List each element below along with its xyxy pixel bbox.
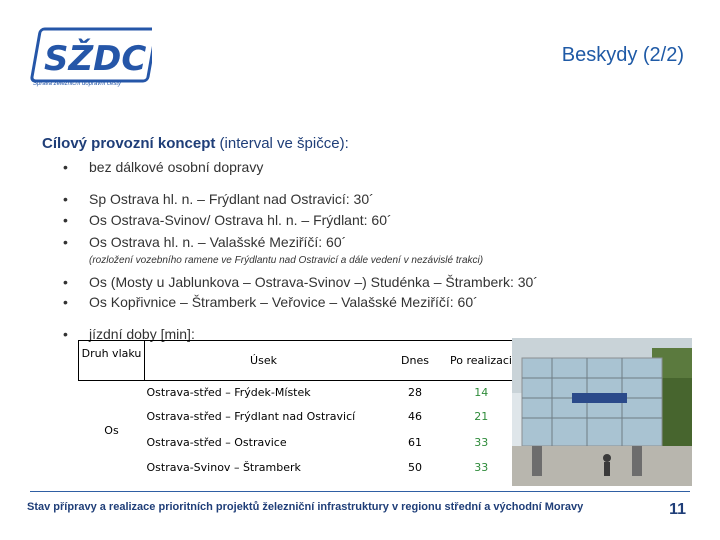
bullet-text: Os Ostrava-Svinov/ Ostrava hl. n. – Frýdlant: 60´ bbox=[89, 212, 392, 228]
bullet-text: bez dálkové osobní dopravy bbox=[89, 159, 264, 175]
bullet-icon: • bbox=[63, 274, 68, 290]
bullet-text: Os Ostrava hl. n. – Valašské Meziříčí: 60´ bbox=[89, 234, 347, 250]
section-cell: Ostrava-Svinov – Štramberk bbox=[146, 461, 301, 474]
travel-times-table bbox=[78, 340, 515, 480]
slide-title: Beskydy (2/2) bbox=[561, 44, 684, 66]
table-row bbox=[79, 430, 515, 456]
header-after: Po realizaci bbox=[448, 341, 515, 381]
station-photo bbox=[512, 338, 692, 486]
table-row bbox=[79, 404, 515, 430]
now-cell: 61 bbox=[408, 436, 422, 449]
table-row bbox=[79, 381, 515, 404]
after-cell: 14 bbox=[474, 385, 489, 399]
section-cell: Ostrava-střed – Ostravice bbox=[146, 436, 287, 449]
section-cell: Ostrava-střed – Frýdek-Místek bbox=[146, 385, 311, 399]
now-cell: 50 bbox=[408, 461, 422, 474]
bullet-text: jízdní doby [min]: bbox=[89, 326, 195, 342]
heading-rest: (interval ve špičce): bbox=[215, 135, 349, 152]
bullet-icon: • bbox=[63, 294, 68, 310]
bullet-icon: • bbox=[63, 212, 68, 228]
header-section: Úsek bbox=[145, 341, 383, 381]
section-heading bbox=[42, 135, 349, 152]
logo-subtitle: Správa železniční dopravní cesty bbox=[33, 81, 122, 87]
bullet-icon: • bbox=[63, 234, 68, 250]
train-type: Os bbox=[104, 423, 119, 437]
after-cell: 33 bbox=[474, 461, 489, 474]
bullet-icon: • bbox=[63, 191, 68, 207]
after-cell: 21 bbox=[474, 410, 489, 423]
note-text: (rozložení vozebního ramene ve Frýdlantu nad Ostravicí a dále vedení v nezávislé trakci) bbox=[89, 255, 484, 266]
header-train: Druh vlaku bbox=[79, 341, 145, 381]
page-number: 11 bbox=[669, 501, 686, 518]
after-cell: 33 bbox=[474, 436, 489, 449]
footer-divider bbox=[30, 491, 690, 492]
now-cell: 28 bbox=[408, 385, 422, 399]
now-cell: 46 bbox=[408, 410, 422, 423]
logo-text: SŽDC bbox=[44, 39, 147, 79]
bullet-icon: • bbox=[63, 159, 68, 175]
table-row bbox=[79, 456, 515, 480]
bullet-text: Sp Ostrava hl. n. – Frýdlant nad Ostravicí: 30´ bbox=[89, 191, 374, 207]
section-cell: Ostrava-střed – Frýdlant nad Ostravicí bbox=[146, 410, 356, 423]
footer-text: Stav přípravy a realizace prioritních projektů železniční infrastruktury v regionu střední a východní Moravy bbox=[27, 501, 584, 513]
bullet-text: Os Kopřivnice – Štramberk – Veřovice – Valašské Meziříčí: 60´ bbox=[89, 294, 478, 310]
header-now: Dnes bbox=[382, 341, 448, 381]
heading-bold: Cílový provozní koncept bbox=[42, 135, 216, 152]
bullet-icon: • bbox=[63, 326, 68, 342]
bullet-text: Os (Mosty u Jablunkova – Ostrava-Svinov –) Studénka – Štramberk: 30´ bbox=[89, 274, 538, 290]
